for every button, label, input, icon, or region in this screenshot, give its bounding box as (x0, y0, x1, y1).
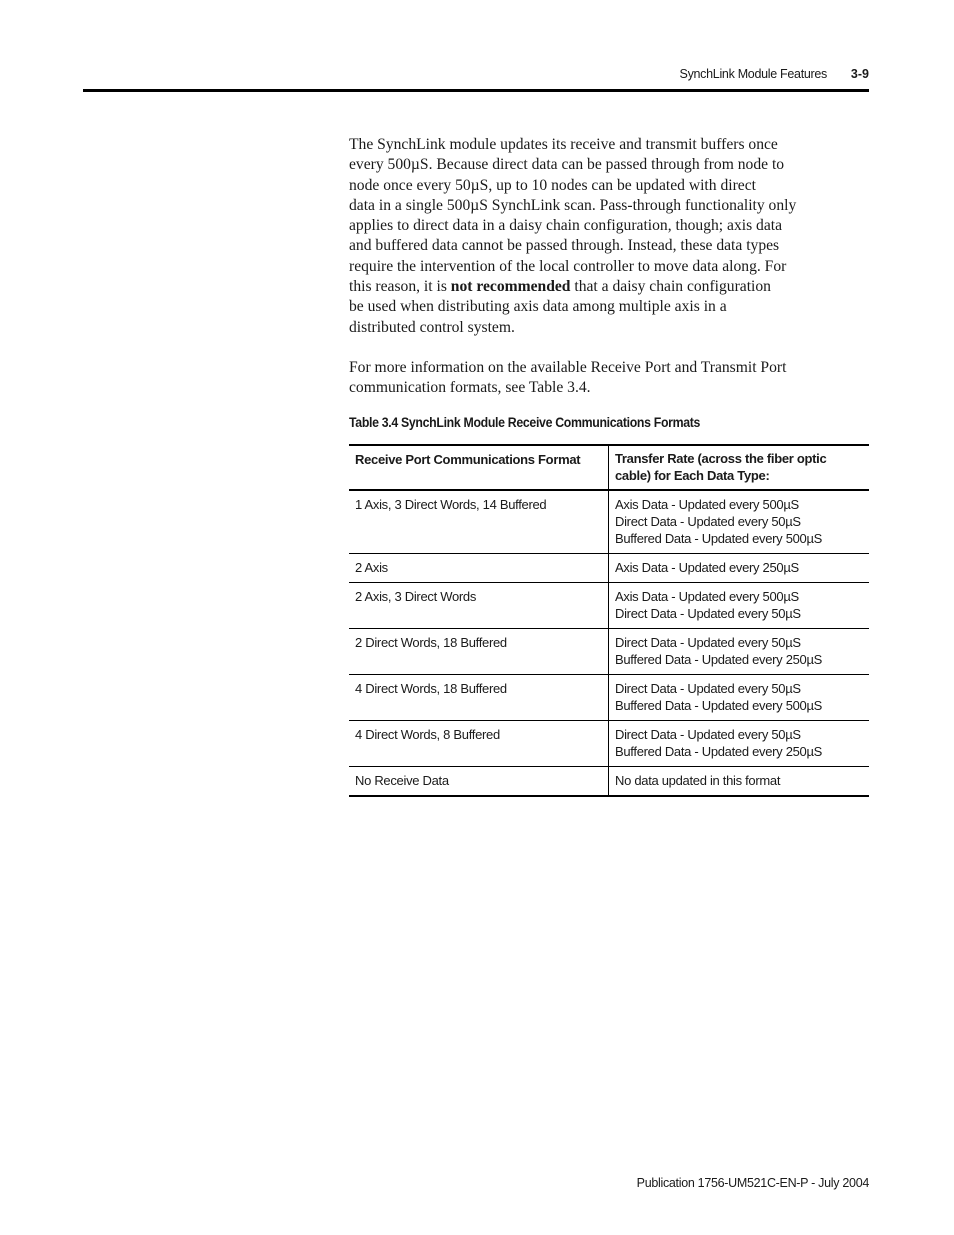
rate-cell (609, 721, 870, 767)
rate-line: Direct Data - Updated every 50µS (615, 606, 801, 621)
format-cell: 2 Direct Words, 18 Buffered (349, 629, 609, 675)
text-fragment: that a daisy chain configuration (570, 278, 771, 296)
section-title: SynchLink Module Features (679, 67, 827, 81)
rate-line: Axis Data - Updated every 500µS (615, 497, 799, 512)
table-row (349, 490, 869, 554)
header-line: Transfer Rate (across the fiber optic (615, 451, 827, 466)
text-line: every 500µS. Because direct data can be passed through from node to (349, 156, 785, 174)
text-line: data in a single 500µS SynchLink scan. Pass-through functionality only (349, 196, 797, 214)
text-line: require the intervention of the local controller to move data along. For (349, 257, 787, 275)
text-line: node once every 50µS, up to 10 nodes can be updated with direct (349, 176, 756, 194)
rate-line: Buffered Data - Updated every 250µS (615, 652, 823, 667)
text-line: distributed control system. (349, 318, 515, 336)
rate-cell (609, 490, 870, 554)
rate-cell (609, 767, 870, 797)
table-row (349, 554, 869, 583)
format-cell: 4 Direct Words, 8 Buffered (349, 721, 609, 767)
rate-cell (609, 675, 870, 721)
table-header-row (349, 445, 869, 490)
emphasis-not-recommended: not recommended (450, 278, 571, 296)
text-line: applies to direct data in a daisy chain configuration, though; axis data (349, 217, 783, 235)
text-line: For more information on the available Receive Port and Transmit Port (349, 359, 787, 376)
page-number: 3-9 (850, 67, 869, 81)
text-line: communication formats, see Table 3.4. (349, 379, 591, 397)
text-line: and buffered data cannot be passed through. Instead, these data types (349, 237, 780, 255)
rate-line: No data updated in this format (615, 773, 781, 788)
column-header-transfer-rate (609, 445, 870, 490)
paragraph-buffers (349, 135, 824, 338)
publication-footer: Publication 1756-UM521C-EN-P - July 2004 (636, 1176, 869, 1190)
rate-cell (609, 554, 870, 583)
text-line: The SynchLink module updates its receive and transmit buffers once (349, 136, 778, 153)
column-header-format: Receive Port Communications Format (349, 445, 609, 490)
rate-cell (609, 629, 870, 675)
table-row (349, 629, 869, 675)
text-line-with-emphasis (349, 277, 824, 297)
rate-line: Buffered Data - Updated every 250µS (615, 744, 823, 759)
format-cell: No Receive Data (349, 767, 609, 797)
table-caption: Table 3.4 SynchLink Module Receive Communications Formats (349, 415, 701, 430)
paragraph-more-info (349, 358, 824, 399)
format-cell: 4 Direct Words, 18 Buffered (349, 675, 609, 721)
rate-cell (609, 583, 870, 629)
rate-line: Axis Data - Updated every 250µS (615, 560, 799, 575)
header-line: cable) for Each Data Type: (615, 468, 770, 483)
table-row (349, 583, 869, 629)
header-rule (83, 89, 869, 92)
rate-line: Buffered Data - Updated every 500µS (615, 698, 823, 713)
rate-line: Axis Data - Updated every 500µS (615, 589, 799, 604)
table-row (349, 767, 869, 797)
rate-line: Direct Data - Updated every 50µS (615, 681, 801, 696)
format-cell: 2 Axis (349, 554, 609, 583)
rate-line: Buffered Data - Updated every 500µS (615, 531, 823, 546)
text-line: be used when distributing axis data among multiple axis in a (349, 298, 727, 316)
text-fragment: this reason, it is (349, 278, 451, 296)
receive-formats-table (349, 444, 869, 797)
format-cell: 2 Axis, 3 Direct Words (349, 583, 609, 629)
format-cell: 1 Axis, 3 Direct Words, 14 Buffered (349, 490, 609, 554)
table-row (349, 721, 869, 767)
running-header (0, 64, 869, 84)
rate-line: Direct Data - Updated every 50µS (615, 635, 801, 650)
rate-line: Direct Data - Updated every 50µS (615, 514, 801, 529)
rate-line: Direct Data - Updated every 50µS (615, 727, 801, 742)
table-row (349, 675, 869, 721)
